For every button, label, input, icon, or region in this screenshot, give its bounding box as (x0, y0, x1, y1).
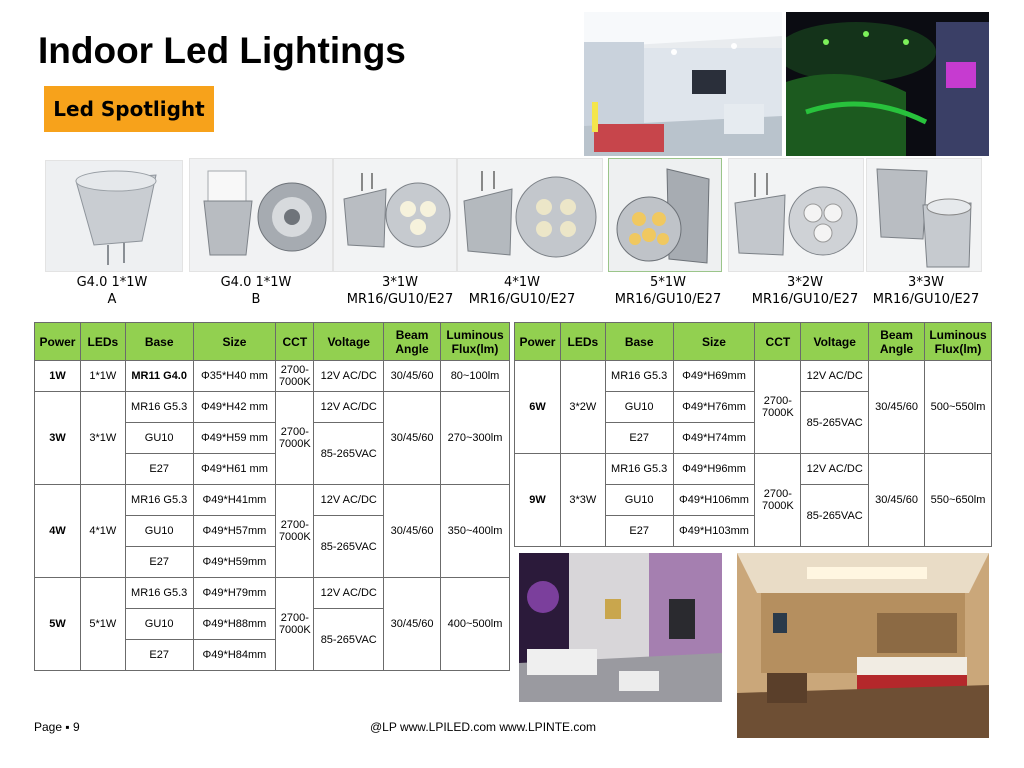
caption-5x1w: 5*1W MR16/GU10/E27 (614, 275, 722, 307)
cell-power: 4W (35, 485, 81, 578)
cell-size: Φ49*H106mm (673, 485, 755, 516)
cell-beam: 30/45/60 (384, 485, 441, 578)
header-power: Power (35, 323, 81, 361)
header-power: Power (515, 323, 561, 361)
cell-flux: 80~100lm (441, 361, 510, 392)
cell-base: GU10 (125, 516, 193, 547)
cell-size: Φ49*H84mm (193, 640, 276, 671)
header-base: Base (605, 323, 673, 361)
cell-power: 6W (515, 361, 561, 454)
cell-size: Φ49*H59mm (193, 547, 276, 578)
header-beam-angle: Beam Angle (384, 323, 441, 361)
product-image-4x1w (457, 158, 603, 272)
cell-cct: 2700-7000K (755, 361, 801, 454)
cell-base: MR11 G4.0 (125, 361, 193, 392)
cell-base: MR16 G5.3 (125, 392, 193, 423)
cell-base: GU10 (605, 392, 673, 423)
product-image-g4-a (45, 160, 183, 272)
cell-voltage: 85-265VAC (801, 392, 869, 454)
cell-voltage: 12V AC/DC (314, 485, 384, 516)
cell-cct: 2700-7000K (276, 578, 314, 671)
cell-size: Φ49*H96mm (673, 454, 755, 485)
cell-base: MR16 G5.3 (605, 454, 673, 485)
cell-flux: 400~500lm (441, 578, 510, 671)
header-leds: LEDs (560, 323, 605, 361)
product-image-3x1w (333, 158, 457, 272)
spec-table-right (514, 322, 992, 547)
photo-club-top (786, 12, 989, 156)
cell-voltage: 85-265VAC (314, 423, 384, 485)
cell-size: Φ49*H88mm (193, 609, 276, 640)
cell-leds: 4*1W (80, 485, 125, 578)
cell-cct: 2700-7000K (276, 392, 314, 485)
header-size: Size (193, 323, 276, 361)
page-number: Page ▪ 9 (34, 720, 80, 734)
cell-size: Φ49*H41mm (193, 485, 276, 516)
cell-base: E27 (605, 423, 673, 454)
table-row (35, 361, 510, 392)
header-leds: LEDs (80, 323, 125, 361)
cell-cct: 2700-7000K (276, 485, 314, 578)
photo-living-room (519, 553, 722, 702)
caption-3x2w: 3*2W MR16/GU10/E27 (751, 275, 859, 307)
cell-size: Φ49*H59 mm (193, 423, 276, 454)
caption-4x1w: 4*1W MR16/GU10/E27 (468, 275, 576, 307)
footer-websites: @LP www.LPILED.com www.LPINTE.com (370, 720, 597, 734)
cell-base: E27 (125, 547, 193, 578)
cell-base: E27 (605, 516, 673, 547)
spec-table-left (34, 322, 510, 671)
cell-power: 9W (515, 454, 561, 547)
cell-voltage: 12V AC/DC (314, 392, 384, 423)
cell-base: MR16 G5.3 (605, 361, 673, 392)
cell-leds: 3*3W (560, 454, 605, 547)
caption-g4-a: G4.0 1*1W A (76, 275, 148, 307)
cell-flux: 550~650lm (925, 454, 992, 547)
table-row (35, 578, 510, 609)
cell-leds: 3*1W (80, 392, 125, 485)
cell-size: Φ49*H69mm (673, 361, 755, 392)
cell-cct: 2700-7000K (755, 454, 801, 547)
cell-beam: 30/45/60 (384, 392, 441, 485)
cell-base: E27 (125, 454, 193, 485)
header-luminous-flux: Luminous Flux(lm) (441, 323, 510, 361)
table-row (35, 485, 510, 516)
header-voltage: Voltage (801, 323, 869, 361)
category-badge: Led Spotlight (44, 86, 214, 132)
cell-beam: 30/45/60 (384, 578, 441, 671)
table-row (515, 454, 992, 485)
cell-base: E27 (125, 640, 193, 671)
cell-voltage: 12V AC/DC (314, 578, 384, 609)
page-title: Indoor Led Lightings (38, 30, 406, 71)
header-cct: CCT (276, 323, 314, 361)
caption-3x1w: 3*1W MR16/GU10/E27 (346, 275, 454, 307)
table-row (35, 392, 510, 423)
cell-voltage: 12V AC/DC (801, 454, 869, 485)
cell-voltage: 85-265VAC (314, 609, 384, 671)
cell-size: Φ49*H74mm (673, 423, 755, 454)
product-image-g4-b (189, 158, 333, 272)
product-image-5x1w (608, 158, 722, 272)
cell-beam: 30/45/60 (869, 454, 925, 547)
header-voltage: Voltage (314, 323, 384, 361)
cell-voltage: 85-265VAC (314, 516, 384, 578)
cell-leds: 5*1W (80, 578, 125, 671)
photo-hotel-room (737, 553, 989, 738)
table-row (515, 361, 992, 392)
cell-cct: 2700-7000K (276, 361, 314, 392)
caption-g4-b: G4.0 1*1W B (220, 275, 292, 307)
header-beam-angle: Beam Angle (869, 323, 925, 361)
cell-flux: 500~550lm (925, 361, 992, 454)
cell-leds: 3*2W (560, 361, 605, 454)
cell-voltage: 12V AC/DC (314, 361, 384, 392)
header-size: Size (673, 323, 755, 361)
cell-size: Φ35*H40 mm (193, 361, 276, 392)
cell-flux: 270~300lm (441, 392, 510, 485)
header-luminous-flux: Luminous Flux(lm) (925, 323, 992, 361)
product-image-3x3w (866, 158, 982, 272)
cell-base: GU10 (125, 609, 193, 640)
cell-leds: 1*1W (80, 361, 125, 392)
cell-voltage: 12V AC/DC (801, 361, 869, 392)
cell-size: Φ49*H42 mm (193, 392, 276, 423)
cell-power: 3W (35, 392, 81, 485)
cell-size: Φ49*H76mm (673, 392, 755, 423)
product-image-3x2w (728, 158, 864, 272)
cell-size: Φ49*H103mm (673, 516, 755, 547)
cell-size: Φ49*H79mm (193, 578, 276, 609)
cell-flux: 350~400lm (441, 485, 510, 578)
cell-power: 5W (35, 578, 81, 671)
caption-3x3w: 3*3W MR16/GU10/E27 (872, 275, 980, 307)
photo-bedroom-top (584, 12, 782, 156)
cell-base: GU10 (605, 485, 673, 516)
header-cct: CCT (755, 323, 801, 361)
cell-beam: 30/45/60 (384, 361, 441, 392)
cell-power: 1W (35, 361, 81, 392)
cell-beam: 30/45/60 (869, 361, 925, 454)
cell-voltage: 85-265VAC (801, 485, 869, 547)
cell-size: Φ49*H61 mm (193, 454, 276, 485)
cell-base: MR16 G5.3 (125, 578, 193, 609)
header-base: Base (125, 323, 193, 361)
cell-base: GU10 (125, 423, 193, 454)
cell-size: Φ49*H57mm (193, 516, 276, 547)
cell-base: MR16 G5.3 (125, 485, 193, 516)
